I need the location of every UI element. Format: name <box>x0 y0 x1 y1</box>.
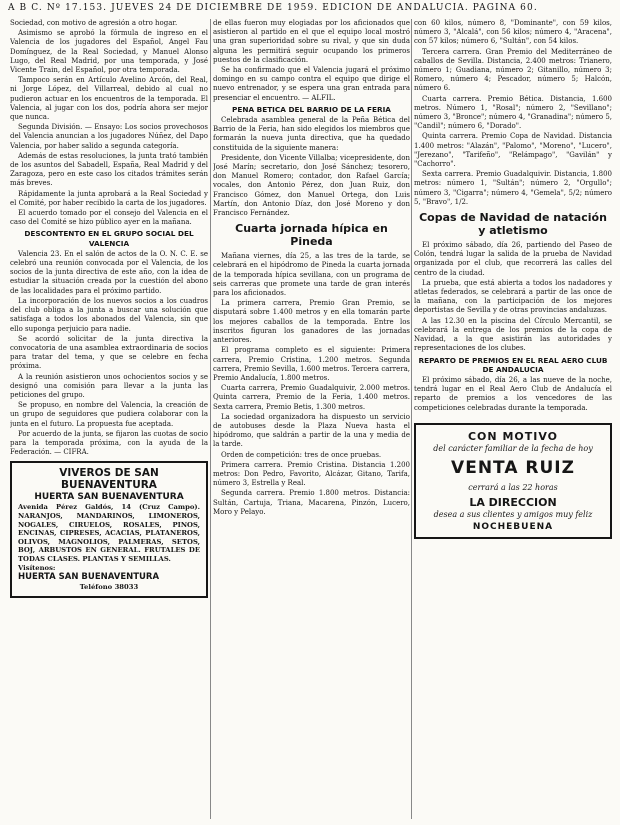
paragraph: Se propuso, en nombre del Valencia, la creación de un grupo de seguidores que pudiera colaborar con la junta en el futuro. La propuesta fue aceptada. <box>10 401 208 428</box>
column-3 <box>414 19 612 821</box>
paragraph: de ellas fueron muy elogiadas por los aficionados que asistieron al partido en el que el equipo local mostró una gran superioridad sobre su rival, y que sin duda alguna les permitirá seguir ocupando los primeros puestos de la clasificación. <box>213 19 410 64</box>
box-text: del carácter familiar de la fecha de hoy <box>433 443 593 453</box>
paragraph: El acuerdo tomado por el consejo del Valencia en el caso del Comité se hizo público ayer en la mañana. <box>10 209 208 227</box>
paragraph: La primera carrera, Premio Gran Premio, se disputará sobre 1.400 metros y en ella tomarán parte los mejores caballos de la temporada. Entre los inscritos figuran los ganadores de las jornadas anteriores. <box>213 299 410 345</box>
box-la-direccion: LA DIRECCION <box>469 495 557 509</box>
ad-phone: Teléfono 38033 <box>79 583 139 592</box>
headline-copas-navidad: Copas de Navidad de natación y atletismo <box>419 211 607 238</box>
paragraph: El próximo sábado, día 26, partiendo del Paseo de Colón, tendrá lugar la salida de la prueba de Navidad organizada por el club, que recorrerá las calles del centro de la ciudad. <box>414 241 612 277</box>
paragraph: Valencia 23. En el salón de actos de la O. N. C. E. se celebró una reunión convocada por el Valencia, de los socios de la junta directiva de este año, con la idea de estudiar la situación creada por la cuestión del abono de las localidades para el próximo partido. <box>10 249 208 295</box>
subheading-descontento: DESCONTENTO EN EL GRUPO SOCIAL DEL VALENCIA <box>24 229 194 248</box>
subheading-pena-betica: PENA BETICA DEL BARRIO DE LA FERIA <box>232 104 391 114</box>
ad-body: Avenida Pérez Galdós, 14 (Cruz Campo). NARANJOS, MANDARINOS, LIMONEROS, NOGALES, CIRUELOS, ROSALES, PINOS, ENCINAS, CIPRESES, ACACIAS, PLATANEROS, OLIVOS, MAGNOLIOS, PALMERAS, SETOS, BOJ, ARBUSTOS EN GENERAL. FRUTALES DE TODAS CLASES. PLANTAS Y SEMILLAS. <box>18 503 200 563</box>
paragraph: Rápidamente la junta aprobará a la Real Sociedad y el Comité, por haber recibido la carta de los jugadores. <box>10 189 208 207</box>
ad-visit: Visítenos: <box>18 563 56 572</box>
paragraph: Tercera carrera. Gran Premio del Mediterráneo de caballos de Sevilla. Distancia, 2.400 metros: Trianero, número 1; Guadiana, número 2; Gitanillo, número 3; Romero, número 4; Pescador, número 5; Halcón, número 6. <box>414 47 612 93</box>
viveros-advertisement <box>10 461 208 597</box>
paragraph: Segunda División. — Ensayo: Los socios provechosos del Valencia anuncian a los jugadores Núñez, del Dapo Valencia, por haber salido a segunda categoría. <box>10 123 208 150</box>
ad-footer: HUERTA SAN BUENAVENTURA <box>18 572 160 583</box>
paragraph: Segunda carrera. Premio 1.800 metros. Distancia: Sultán, Cartuja, Triana, Macarena, Pinzón, Lucero, Moro y Pelayo. <box>213 489 410 516</box>
paragraph: Celebrada asamblea general de la Peña Bética del Barrio de la Feria, han sido elegidos los miembros que formarán la nueva junta directiva, que ha quedado constituida de la siguiente manera: <box>213 116 410 152</box>
paragraph: Cuarta carrera, Premio Guadalquivir, 2.000 metros. Quinta carrera, Premio de la Feria, 1.400 metros. Sexta carrera, Premio Betis, 1.300 metros. <box>213 384 410 411</box>
paragraph: La sociedad organizadora ha dispuesto un servicio de autobuses desde la Plaza Nueva hasta el hipódromo, que saldrán a partir de la una y media de la tarde. <box>213 412 410 449</box>
box-text: desea a sus clientes y amigos muy feliz <box>433 509 593 519</box>
paragraph: El próximo sábado, día 26, a las nueve de la noche, tendrá lugar en el Real Aero Club de Andalucía el reparto de premios a los vencedores de las competiciones celebradas durante la temporada. <box>414 375 612 412</box>
paragraph: Quinta carrera. Premio Copa de Navidad. Distancia 1.400 metros: "Alazán", "Palomo", "Moreno", "Lucero", "Jerezano", "Tarifeño", "Relámpago", "Gavilán" y "Cachorro". <box>414 132 612 169</box>
column-1 <box>10 19 208 821</box>
paragraph: La incorporación de los nuevos socios a los cuadros del club obliga a la junta a buscar una solución que satisfaga a todos los abonados del Valencia, sin que ello suponga perjuicio para nadie. <box>10 296 208 333</box>
ad-subtitle: HUERTA SAN BUENAVENTURA <box>34 492 184 503</box>
paragraph: La prueba, que está abierta a todos los nadadores y atletas federados, se celebrará a partir de las once de la mañana, con la participación de los mejores deportistas de Sevilla y de otras provincias andaluzas. <box>414 278 612 315</box>
paragraph: Por acuerdo de la junta, se fijaron las cuotas de socio para la temporada próxima, con la ayuda de la Federación. — CIFRA. <box>10 429 208 457</box>
paragraph: Orden de competición: tres de once pruebas. <box>221 450 382 459</box>
headline-hipica: Cuarta jornada hípica en Pineda <box>235 222 388 249</box>
running-head: A B C. Nº 17.153. JUEVES 24 DE DICIEMBRE DE 1959. EDICION DE ANDALUCIA. PAGINA 60. <box>8 3 538 13</box>
paragraph: Primera carrera. Premio Cristina. Distancia 1.200 metros: Don Pedro, Favorito, Alcázar, Gitano, Tarifa, número 3, Estrella y Real. <box>213 460 410 488</box>
paragraph: Sexta carrera. Premio Guadalquivir. Distancia, 1.800 metros: número 1, "Sultán"; número 2, "Orgullo"; número 3, "Cigarra"; número 4, "Gemela", 5/2; número 5, "Bravo", 1/2. <box>414 170 612 206</box>
subheading-aero-club: REPARTO DE PREMIOS EN EL REAL AERO CLUB DE ANDALUCIA <box>418 355 608 374</box>
paragraph: Se acordó solicitar de la junta directiva la convocatoria de una asamblea extraordinaria de socios para tratar del tema, y que se celebre en fecha próxima. <box>10 334 208 371</box>
paragraph: Además de estas resoluciones, la junta trató también de los asuntos del Sabadell, España, Real Madrid y del Zaragoza, pero en este caso los citados trámites serán más breves. <box>10 151 208 188</box>
column-rule <box>210 19 211 819</box>
box-nochebuena: NOCHEBUENA <box>472 521 554 532</box>
paragraph: Se ha confirmado que el Valencia jugará el próximo domingo en su campo contra el equipo que dirige el nuevo entrenador, y se espera una gran entrada para presenciar el encuentro. — ALFIL. <box>213 66 410 102</box>
ad-title: VIVEROS DE SAN BUENAVENTURA <box>59 467 159 492</box>
box-venta-ruiz: VENTA RUIZ <box>451 457 575 478</box>
paragraph: Presidente, don Vicente Villalba; vicepresidente, don José Marín; secretario, don José Sánchez; tesorero, don Manuel Romero; contador, don Rafael García; vocales, don Antonio Pérez, don Juan Ruiz, don Francisco Gómez, don Manuel Ortega, don Luis Martín, don Antonio Díaz, don José Moreno y don Francisco Fernández. <box>213 153 410 218</box>
paragraph: El programa completo es el siguiente: Primera carrera, Premio Cristina, 1.200 metros. Segunda carrera, Premio Sevilla, 1.600 metros. Tercera carrera, Premio Andalucía, 1.800 metros. <box>213 346 410 382</box>
paragraph: Mañana viernes, día 25, a las tres de la tarde, se celebrará en el hipódromo de Pineda la cuarta jornada de la temporada hípica sevillana, con un programa de seis carreras que promete una tarde de gran interés para los aficionados. <box>213 252 410 298</box>
paragraph: Asimismo se aprobó la fórmula de ingreso en el Valencia de los jugadores del Español, Angel Fau Domínguez, de la Real Sociedad, y Manuel Alonso Lugo, del Real Madrid, por una temporada, y José Vicente Train, del Español, por otra temporada. <box>10 29 208 75</box>
paragraph: Cuarta carrera. Premio Bética. Distancia, 1.600 metros. Número 1, "Rosal"; número 2, "Sevillano"; número 3, "Bronce"; número 4, "Granadina"; número 5, "Candil"; número 6, "Dorado". <box>414 94 612 131</box>
paragraph: A la reunión asistieron unos ochocientos socios y se designó una comisión para llevar a la junta las peticiones del grupo. <box>10 372 208 399</box>
box-con-motivo: CON MOTIVO <box>467 429 559 443</box>
paragraph: A las 12.30 en la piscina del Círculo Mercantil, se celebrará la entrega de los premios de la copa de Navidad, a la que asistirán las autoridades y representaciones de los clubes. <box>414 316 612 353</box>
paragraph: con 60 kilos, número 8, "Dominante", con 59 kilos, número 3, "Alcalá", con 56 kilos; número 4, "Aracena", con 57 kilos; número 6, "Sultán", con 54 kilos. <box>414 19 612 46</box>
box-text: cerrará a las 22 horas <box>468 482 558 492</box>
venta-ruiz-advertisement <box>414 423 612 539</box>
column-rule <box>411 19 412 819</box>
paragraph: Sociedad, con motivo de agresión a otro hogar. <box>10 19 178 27</box>
column-2 <box>213 19 410 821</box>
paragraph: Tampoco serán en Artículo Avelino Arcón, del Real, ni Jorge López, del Villarreal, debido al cual no pudieron actuar en los encuentros de la temporada. El Valencia, al jugar con los dos, podría ahora ser mejor que nunca. <box>10 76 208 122</box>
